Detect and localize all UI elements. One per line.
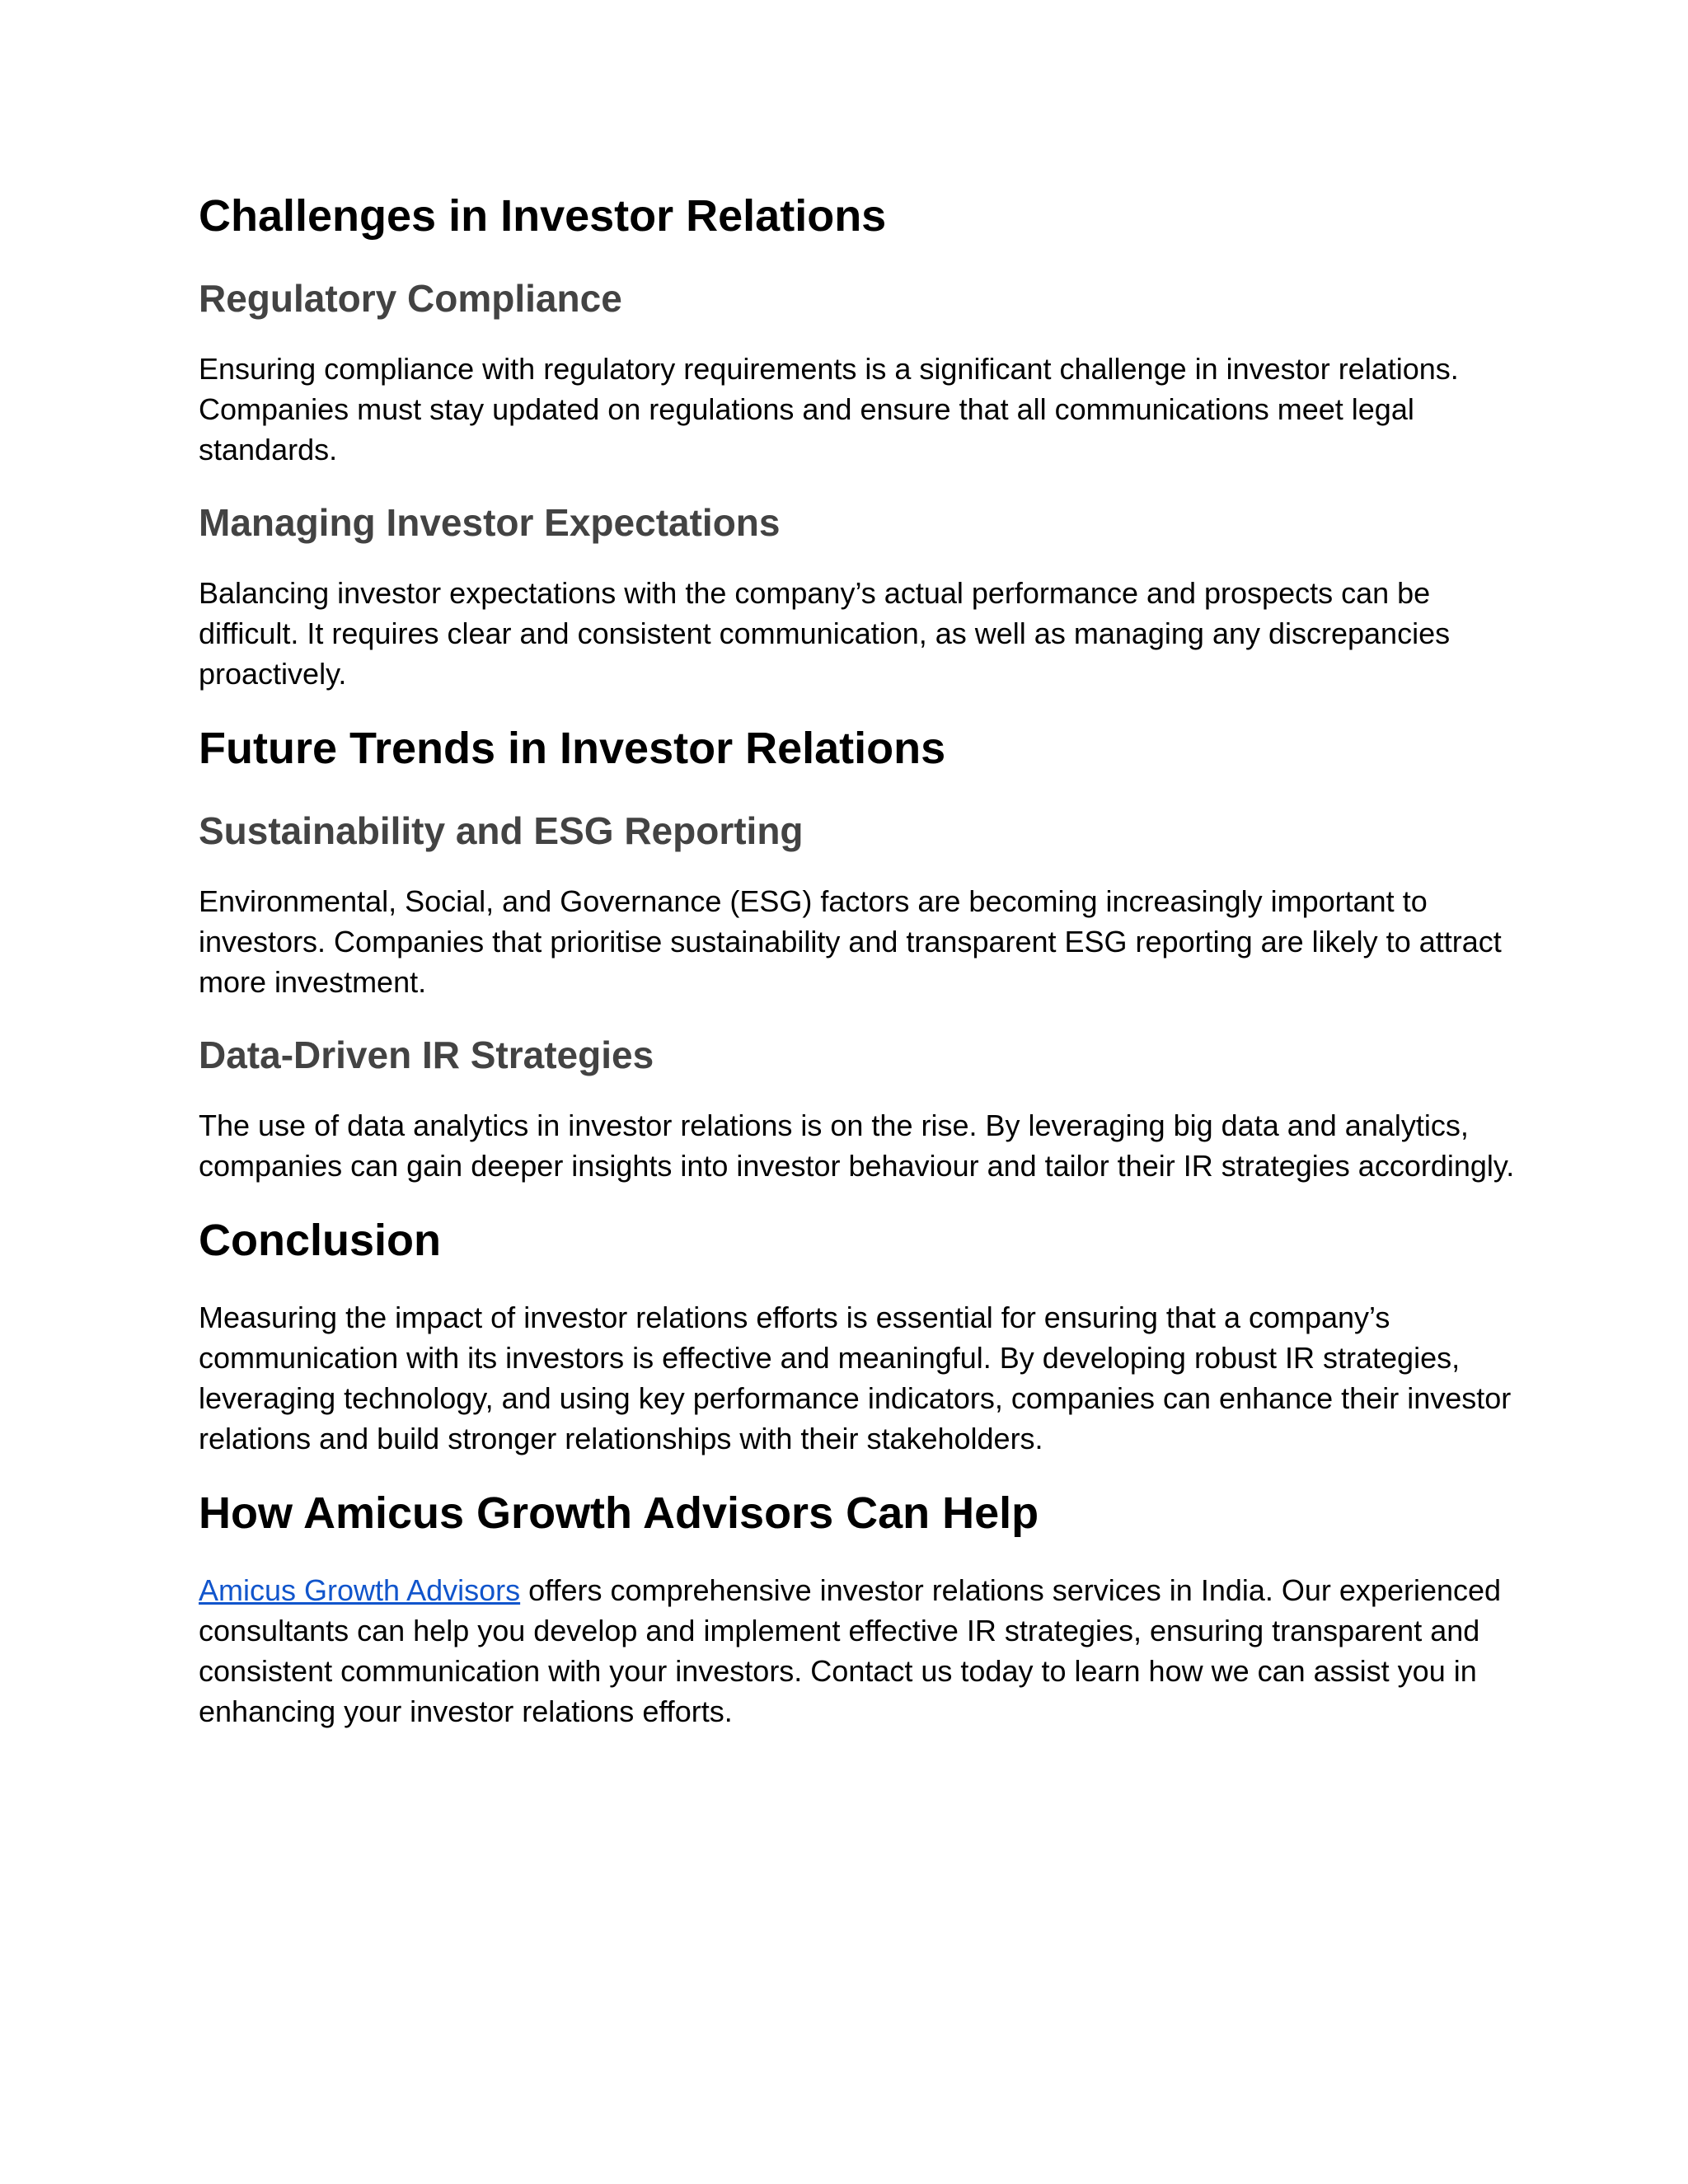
heading-esg-reporting: Sustainability and ESG Reporting bbox=[199, 809, 804, 852]
paragraph-how-amicus-can-help bbox=[199, 1570, 1517, 1732]
document-content bbox=[199, 190, 1517, 1732]
heading-conclusion: Conclusion bbox=[199, 1216, 441, 1265]
amicus-growth-advisors-link[interactable]: Amicus Growth Advisors bbox=[199, 1573, 521, 1607]
paragraph-regulatory-compliance: Ensuring compliance with regulatory requirements is a significant challenge in investor relations. Companies must stay updated on regulations and ensure that all communications meet legal standards. bbox=[199, 352, 1459, 466]
heading-data-driven: Data-Driven IR Strategies bbox=[199, 1033, 654, 1076]
heading-challenges: Challenges in Investor Relations bbox=[199, 191, 887, 241]
heading-how-amicus-can-help: How Amicus Growth Advisors Can Help bbox=[199, 1488, 1039, 1538]
paragraph-help-text: offers comprehensive investor relations services in India. Our experienced consultants can help you develop and implement effective IR strategies, ensuring transparent and consistent communication with your investors. Contact us today to learn how we can assist you in enhancing your investor relations efforts. bbox=[199, 1573, 1502, 1728]
paragraph-managing-expectations: Balancing investor expectations with the company’s actual performance and prospects can be difficult. It requires clear and consistent communication, as well as managing any discrepancies proactively. bbox=[199, 576, 1451, 691]
heading-regulatory-compliance: Regulatory Compliance bbox=[199, 277, 622, 320]
heading-managing-expectations: Managing Investor Expectations bbox=[199, 501, 781, 544]
paragraph-esg-reporting: Environmental, Social, and Governance (ESG) factors are becoming increasingly important to investors. Companies that prioritise sustainability and transparent ESG reporting are likely to attract more investment. bbox=[199, 884, 1502, 999]
paragraph-conclusion: Measuring the impact of investor relations efforts is essential for ensuring that a company’s communication with its investors is effective and meaningful. By developing robust IR strategies, leveraging technology, and using key performance indicators, companies can enhance their investor relations and build stronger relationships with their stakeholders. bbox=[199, 1301, 1512, 1455]
paragraph-data-driven: The use of data analytics in investor relations is on the rise. By leveraging big data and analytics, companies can gain deeper insights into investor behaviour and tailor their IR strategies accordingly. bbox=[199, 1108, 1515, 1183]
heading-future-trends: Future Trends in Investor Relations bbox=[199, 724, 946, 773]
